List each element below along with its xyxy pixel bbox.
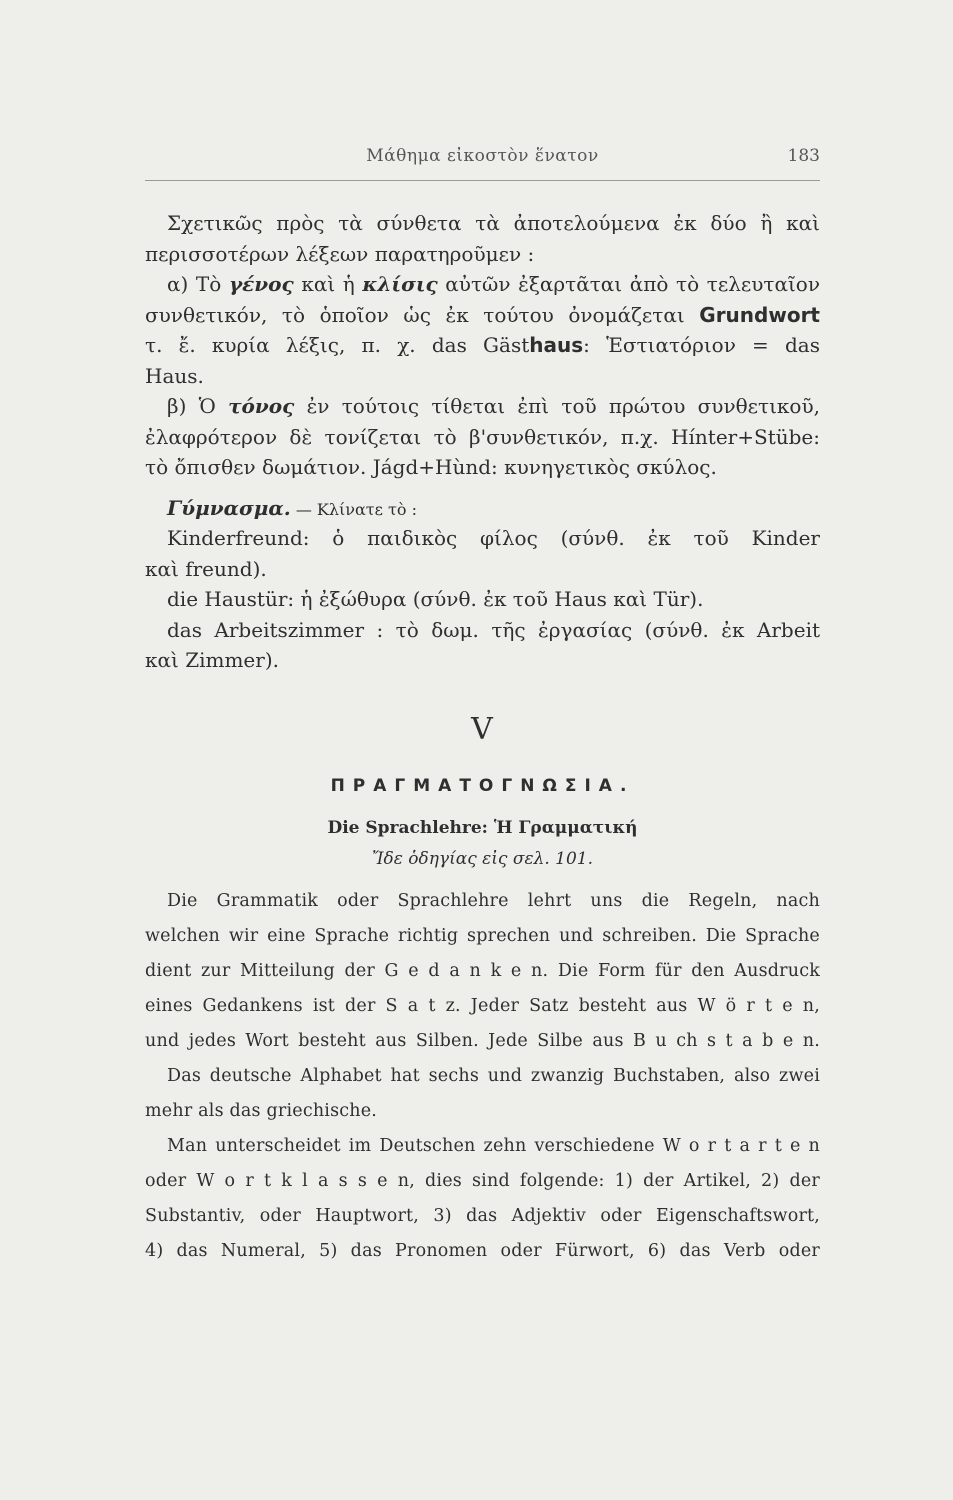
- exercise-instruction: — Κλίνατε τὸ :: [290, 499, 417, 519]
- exercise-line: καὶ Zimmer).: [145, 648, 279, 672]
- german-text-line: dient zur Mitteilung der G e d a n k e n. Die Form für den Ausdruck: [145, 960, 820, 981]
- intro-line: περισσοτέρων λέξεων παρατηροῦμεν :: [145, 241, 535, 266]
- rule-beta-line: τὸ ὄπισθεν δωμάτιον. Jágd+Hùnd: κυνηγετικὸς σκύλος.: [145, 455, 717, 479]
- german-text-line: oder W o r t k l a s s e n, dies sind folgende: 1) der Artikel, 2) der: [145, 1170, 820, 1191]
- german-text-line: 4) das Numeral, 5) das Pronomen oder Fürwort, 6) das Verb oder: [145, 1240, 820, 1261]
- rule-alpha-line: Haus.: [145, 363, 204, 388]
- term-tonos: τόνος: [228, 394, 295, 418]
- page-header: [145, 146, 820, 176]
- page-number: 183: [787, 146, 820, 166]
- term-haus-bold: haus: [529, 333, 584, 357]
- rule-alpha-line: α) Τὸ γένος καὶ ἡ κλίσις αὐτῶν ἐξαρτᾶται ἀπὸ τὸ τελευταῖον: [167, 272, 820, 296]
- rule-beta-line: ἐλαφρότερον δὲ τονίζεται τὸ β'συνθετικόν, π.χ. Hínter+Stübe:: [145, 424, 820, 449]
- german-text-line: mehr als das griechische.: [145, 1100, 378, 1121]
- rule-alpha-line: τ. ἔ. κυρία λέξις, π. χ. das Gästhaus: Ἑστιατόριον = das: [145, 333, 820, 357]
- rule-beta-line: β) Ὁ τόνος ἐν τούτοις τίθεται ἐπὶ τοῦ πρώτου συνθετικοῦ,: [167, 394, 820, 418]
- german-text-line: Substantiv, oder Hauptwort, 3) das Adjektiv oder Eigenschaftswort,: [145, 1205, 820, 1226]
- rule-alpha-line: συνθετικόν, τὸ ὁποῖον ὡς ἐκ τούτου ὀνομάζεται Grundwort: [145, 302, 820, 327]
- running-title: Μάθημα εἰκοστὸν ἕνατον: [366, 146, 599, 166]
- term-klisis: κλίσις: [362, 272, 438, 296]
- intro-line: Σχετικῶς πρὸς τὰ σύνθετα τὰ ἀποτελούμενα ἐκ δύο ἢ καὶ: [167, 211, 820, 235]
- exercise-heading: Γύμνασμα. — Κλίνατε τὸ :: [167, 495, 417, 520]
- german-text-line: welchen wir eine Sprache richtig sprechen und schreiben. Die Sprache: [145, 925, 820, 946]
- page-body: [145, 208, 820, 1269]
- german-text-line: Das deutsche Alphabet hat sechs und zwanzig Buchstaben, also zwei: [167, 1065, 820, 1086]
- section-number: V: [471, 711, 494, 747]
- german-text-line: Man unterscheidet im Deutschen zehn verschiedene W o r t a r t e n: [167, 1135, 820, 1156]
- header-rule: [145, 180, 820, 181]
- german-text-line: eines Gedankens ist der S a t z. Jeder Satz besteht aus W ö r t e n,: [145, 995, 820, 1016]
- term-genos: γένος: [228, 272, 294, 296]
- term-grundwort: Grundwort: [699, 302, 820, 327]
- exercise-line: die Haustür: ἡ ἐξώθυρα (σύνθ. ἐκ τοῦ Haus καὶ Tür).: [167, 587, 704, 611]
- exercise-line: Kinderfreund: ὁ παιδικὸς φίλος (σύνθ. ἐκ τοῦ Kinder: [167, 526, 820, 550]
- section-title: ΠΡΑΓΜΑΤΟΓΝΩΣΙΑ.: [330, 775, 635, 796]
- exercise-line: καὶ freund).: [145, 556, 267, 581]
- exercise-line: das Arbeitszimmer : τὸ δωμ. τῆς ἐργασίας (σύνθ. ἐκ Arbeit: [167, 617, 820, 642]
- german-text-line: und jedes Wort besteht aus Silben. Jede Silbe aus B u ch s t a b e n.: [145, 1030, 820, 1051]
- german-text-line: Die Grammatik oder Sprachlehre lehrt uns die Regeln, nach: [167, 890, 820, 911]
- section-subtitle: Die Sprachlehre: Ἡ Γραμματική: [327, 817, 638, 838]
- section-reference: Ἴδε ὁδηγίας εἰς σελ. 101.: [371, 848, 594, 869]
